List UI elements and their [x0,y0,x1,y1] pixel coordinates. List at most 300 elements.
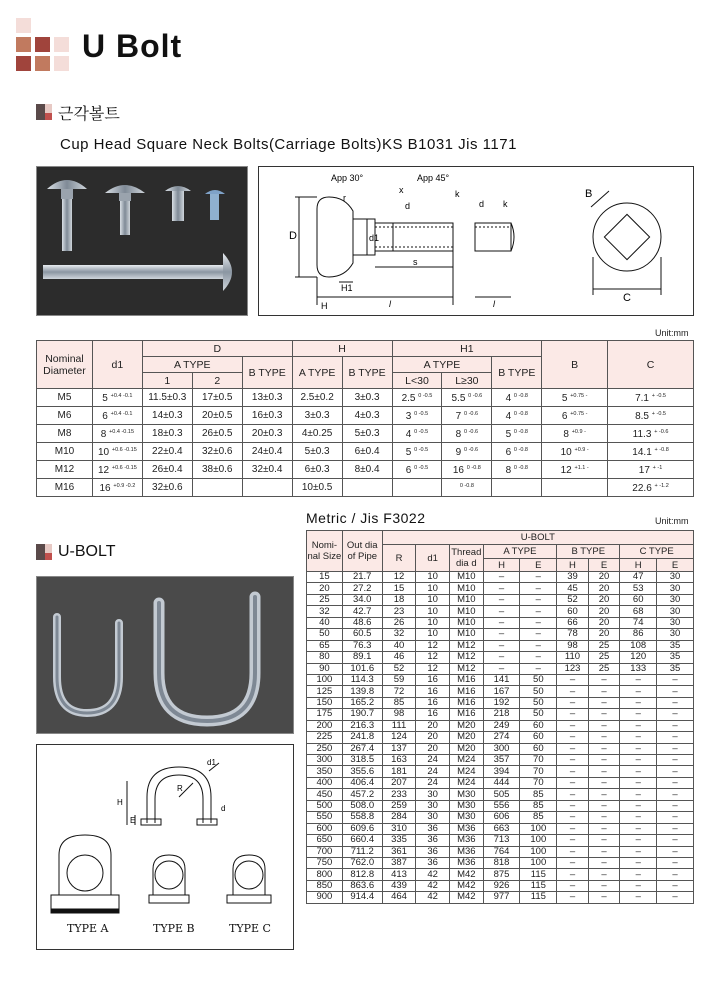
table-row [307,629,694,640]
table-cell: 30 [657,617,694,628]
table-cell: 20 [588,594,620,605]
table-cell: 59 [382,674,416,685]
table-cell: – [657,823,694,834]
table-cell: 50 [520,709,557,720]
table-cell: 85 [520,812,557,823]
table-cell: 190.7 [342,709,382,720]
col-H1-b-type: B TYPE [492,357,542,389]
table-cell: 10 [416,572,450,583]
table-cell: 16 $^{+0.9 -0.2}$ [92,479,142,497]
col-C: C [608,341,694,389]
table-cell: 900 [307,892,343,903]
table-cell: 85 [520,800,557,811]
table-cell: M36 [449,846,483,857]
table-cell: 76.3 [342,640,382,651]
label-C: C [623,292,631,304]
table-row [307,823,694,834]
table-cell: 7 $^{0 -0.6}$ [442,407,492,425]
table-cell: 361 [382,846,416,857]
table-cell: 16±0.3 [242,407,292,425]
table-cell: 926 [483,880,520,891]
table-cell: – [657,732,694,743]
table-row [307,812,694,823]
col-H: H [292,341,392,357]
table-cell [492,479,542,497]
table-cell: – [620,743,657,754]
table-cell: 30 [657,606,694,617]
table-cell [192,479,242,497]
table-cell: 6 $^{0 -0.5}$ [392,461,442,479]
table-cell: 15 [307,572,343,583]
tolerance: +0.4 -0.15 [109,429,135,435]
logo-square [35,37,50,52]
table-cell: 20 [588,629,620,640]
table-row [37,479,694,497]
table-cell: 139.8 [342,686,382,697]
col-a-type: A TYPE [483,545,557,559]
table-cell: 78 [557,629,589,640]
table-cell: 812.8 [342,869,382,880]
table-cell: – [520,594,557,605]
table-cell: 80 [307,652,343,663]
table-cell: 9 $^{0 -0.6}$ [442,443,492,461]
table-cell: 35 [657,640,694,651]
table-cell: 20 [416,743,450,754]
table-cell: 5±0.3 [292,443,342,461]
table-cell: 5 $^{0 -0.5}$ [392,443,442,461]
table-cell: – [620,674,657,685]
table-cell: 218 [483,709,520,720]
table-cell: 660.4 [342,835,382,846]
table-cell: M12 [449,652,483,663]
table-cell: M16 [449,686,483,697]
table-cell: 17±0.5 [192,389,242,407]
label-d1: d1 [369,233,380,243]
tolerance: 0 -0.8 [459,483,474,489]
table-cell: – [620,892,657,903]
section-subtitle-carriage-bolt: Cup Head Square Neck Bolts(Carriage Bolts)KS B1031 Jis 1171 [60,136,517,153]
table-cell: – [557,835,589,846]
table-cell: 16 $^{0 -0.8}$ [442,461,492,479]
col-R: R [382,545,416,572]
table-cell: 32±0.6 [192,443,242,461]
table-row [307,572,694,583]
table-cell: 100 [520,835,557,846]
table-row [37,443,694,461]
table-cell: M42 [449,892,483,903]
table-cell: 115 [520,869,557,880]
table-cell: 50 [520,674,557,685]
table-cell: 274 [483,732,520,743]
col-H1: H1 [392,341,542,357]
table-cell: 70 [520,766,557,777]
table-cell: 36 [416,857,450,868]
table-row [307,800,694,811]
table-cell: 850 [307,880,343,891]
table-row [307,709,694,720]
table-cell: – [588,812,620,823]
col-a-E: E [520,559,557,572]
tolerance: +0.75 - [570,393,588,399]
col-D: D [142,341,292,357]
table-cell: 141 [483,674,520,685]
tolerance: 0 -0.5 [414,411,429,417]
page-title: U Bolt [82,28,183,64]
table-cell: 108 [620,640,657,651]
col-b-type: B TYPE [557,545,620,559]
table-cell: M6 [37,407,93,425]
table-cell: 5 $^{+0.75 -}$ [542,389,608,407]
table-cell: 25 [588,652,620,663]
table-cell: 100 [520,846,557,857]
table-row [307,766,694,777]
table-cell: – [588,766,620,777]
table-cell: 464 [382,892,416,903]
table-cell: 8±0.4 [342,461,392,479]
table-cell: 86 [620,629,657,640]
table-cell: 700 [307,846,343,857]
table-cell: 6±0.4 [342,443,392,461]
label-D: D [289,230,297,242]
label-H-ubolt: H [117,798,123,807]
table-cell: 27.2 [342,583,382,594]
table-cell: – [483,629,520,640]
table-cell: – [588,789,620,800]
table-cell: 764 [483,846,520,857]
table-cell: 98 [557,640,589,651]
table-cell: 110 [557,652,589,663]
logo-square [16,56,31,71]
tolerance: 0 -0.8 [513,429,528,435]
table-cell: 85 [382,697,416,708]
table-cell: – [620,766,657,777]
table-cell: – [588,777,620,788]
table-cell: 977 [483,892,520,903]
tolerance: + -0.6 [654,429,669,435]
table-cell: M20 [449,732,483,743]
table-cell: – [657,812,694,823]
table-cell: M10 [449,583,483,594]
table-cell: – [483,652,520,663]
table-cell: M24 [449,777,483,788]
table-cell: 111 [382,720,416,731]
table-cell: M36 [449,823,483,834]
table-cell: 25 [588,640,620,651]
table-cell: – [657,755,694,766]
table-cell: 20 [588,617,620,628]
tolerance: 0 -0.5 [414,447,429,453]
table-cell: 550 [307,812,343,823]
table-cell: – [557,823,589,834]
table-row [307,880,694,891]
col-d1: d1 [92,341,142,389]
table-cell: – [657,743,694,754]
table-cell: M10 [449,617,483,628]
label-d1-ubolt: d1 [207,758,216,767]
table-cell: – [557,743,589,754]
table-row [37,389,694,407]
table-cell: M5 [37,389,93,407]
u-bolt-photo [36,576,294,734]
label-x: x [399,185,404,195]
tolerance: +0.4 -0.1 [110,393,133,399]
table-cell: 30 [416,812,450,823]
table-cell: 50 [307,629,343,640]
table-cell: 53 [620,583,657,594]
table-cell [242,479,292,497]
table-cell: – [620,857,657,868]
table-cell: – [588,743,620,754]
col-out-dia: Out dia of Pipe [342,531,382,572]
table-cell: – [620,697,657,708]
table-cell: 200 [307,720,343,731]
logo-square [54,56,69,71]
table-cell: 98 [382,709,416,720]
table-cell: 14.1 $^{+ -0.8}$ [608,443,694,461]
table-cell: – [657,892,694,903]
table-cell: 137 [382,743,416,754]
col-D-a-type: A TYPE [142,357,242,373]
table-cell: M42 [449,880,483,891]
table-cell: M36 [449,857,483,868]
table-cell: 65 [307,640,343,651]
table-cell: 3±0.3 [292,407,342,425]
table-cell: 100 [307,674,343,685]
table-cell: – [620,732,657,743]
table-cell: 8.5 $^{+ -0.5}$ [608,407,694,425]
table-cell: 4 $^{0 -0.8}$ [492,389,542,407]
table-cell: M20 [449,720,483,731]
table-cell [392,479,442,497]
table-cell: – [657,686,694,697]
table-row [307,755,694,766]
table-cell: – [620,789,657,800]
table-cell: 70 [520,777,557,788]
table-cell: 48.6 [342,617,382,628]
table-cell: 914.4 [342,892,382,903]
label-d-ubolt: d [221,804,226,813]
table-cell: 163 [382,755,416,766]
table-cell: 32±0.4 [242,461,292,479]
table-cell: 800 [307,869,343,880]
table-cell: 26±0.4 [142,461,192,479]
table-cell: 12 [416,652,450,663]
unit-label-1: Unit:mm [655,328,689,338]
table-cell: 42 [416,869,450,880]
table-cell: 42.7 [342,606,382,617]
table-cell: M20 [449,743,483,754]
table-cell: 42 [416,892,450,903]
table-cell: 444 [483,777,520,788]
table-cell: 24 [416,777,450,788]
col-nominal-size: Nomi-nal Size [307,531,343,572]
table-cell: 556 [483,800,520,811]
table-cell: M16 [449,709,483,720]
table-cell: – [588,732,620,743]
label-d: d [405,201,411,211]
logo-square [35,56,50,71]
table-cell: – [557,880,589,891]
table-cell: 26±0.5 [192,425,242,443]
table-cell: – [588,674,620,685]
logo-square [16,18,31,33]
table-cell: – [588,869,620,880]
table-cell: 60 [557,606,589,617]
table-cell: 167 [483,686,520,697]
table-cell: – [588,846,620,857]
table-cell: 818 [483,857,520,868]
tolerance: 0 -0.6 [464,429,479,435]
table-cell: 30 [657,572,694,583]
table-cell: 600 [307,823,343,834]
table-cell: – [620,869,657,880]
table-cell: – [620,812,657,823]
label-l: l [389,299,391,309]
table-cell: 711.2 [342,846,382,857]
table-cell: 713 [483,835,520,846]
table-cell: 46 [382,652,416,663]
table-row [307,606,694,617]
table-cell: M24 [449,766,483,777]
table-cell: 18 [382,594,416,605]
table-cell: – [483,640,520,651]
table-cell: 34.0 [342,594,382,605]
table-cell: – [520,617,557,628]
tolerance: 0 -0.8 [513,465,528,471]
table-cell: 23 [382,606,416,617]
table-cell: 6 $^{+0.75 -}$ [542,407,608,425]
table-cell: 406.4 [342,777,382,788]
table-cell: 6±0.3 [292,461,342,479]
table-cell: 762.0 [342,857,382,868]
table-cell: – [588,892,620,903]
table-cell: 30 [657,629,694,640]
table-cell: – [620,777,657,788]
table-cell: 450 [307,789,343,800]
table-cell: 4±0.25 [292,425,342,443]
table-cell: 36 [416,835,450,846]
col-H-b-type: B TYPE [342,357,392,389]
table-cell: 8 $^{0 -0.6}$ [442,425,492,443]
tolerance: 0 -0.8 [513,411,528,417]
col-c-type: C TYPE [620,545,694,559]
table-cell: 20 [588,583,620,594]
tolerance: +0.4 -0.1 [110,411,133,417]
table-cell: 32±0.6 [142,479,192,497]
table-cell: 11.5±0.3 [142,389,192,407]
table-cell: 241.8 [342,732,382,743]
table-row [37,425,694,443]
table-cell: 300 [307,755,343,766]
tolerance: +0.9 - [571,429,586,435]
table-cell: – [520,663,557,674]
table-cell: 20 [307,583,343,594]
table-cell: 35 [657,663,694,674]
table-cell: 250 [307,743,343,754]
table-cell: 32 [307,606,343,617]
table-cell: 90 [307,663,343,674]
col-b-E: E [588,559,620,572]
table-cell: 10 $^{+0.6 -0.15}$ [92,443,142,461]
table-cell: – [657,709,694,720]
table-cell: 35 [657,652,694,663]
table-cell: 663 [483,823,520,834]
table-cell: 38±0.6 [192,461,242,479]
table-cell: – [557,777,589,788]
table-cell [442,479,492,497]
tolerance: +0.6 -0.15 [111,465,137,471]
table-row [307,892,694,903]
table-cell: 30 [416,800,450,811]
table-cell: – [657,697,694,708]
table-cell: – [588,857,620,868]
table-cell: – [657,789,694,800]
table-cell: 875 [483,869,520,880]
col-H1-l30b: L≥30 [442,373,492,389]
table-cell: 387 [382,857,416,868]
table-cell: 4±0.3 [342,407,392,425]
col-D-1: 1 [142,373,192,389]
table-row [307,777,694,788]
tolerance: 0 -0.6 [464,411,479,417]
table-cell: 26 [382,617,416,628]
table-row [307,594,694,605]
type-c-label: TYPE C [229,922,271,935]
table-row [307,617,694,628]
table-cell: 20 [416,732,450,743]
table-cell: 20 [588,572,620,583]
table-cell: 3±0.3 [342,389,392,407]
col-b-H: H [557,559,589,572]
table-cell: 2.5±0.2 [292,389,342,407]
table-cell: – [557,800,589,811]
table-row [307,869,694,880]
col-a-H: H [483,559,520,572]
table-cell: 6 $^{+0.4 -0.1}$ [92,407,142,425]
col-d1: d1 [416,545,450,572]
table-cell: 606 [483,812,520,823]
tolerance: +0.9 -0.2 [113,483,136,489]
table-cell: 124 [382,732,416,743]
table-cell: 457.2 [342,789,382,800]
table-cell: – [620,720,657,731]
table-cell: M10 [449,594,483,605]
table-cell: 22.6 $^{+ -1.2}$ [608,479,694,497]
table-cell: 20 [416,720,450,731]
table-cell: 4 $^{0 -0.5}$ [392,425,442,443]
table-cell: 10 [416,606,450,617]
section-title-u-bolt: U-BOLT [58,543,116,560]
table-cell: 60 [520,732,557,743]
table-cell: 50 [520,686,557,697]
table-cell: – [520,652,557,663]
table-cell: – [557,846,589,857]
table-cell: – [520,583,557,594]
table-cell: 150 [307,697,343,708]
table-cell: – [557,869,589,880]
logo-mark [16,18,71,73]
table-cell: – [588,823,620,834]
table-cell: 10±0.5 [292,479,342,497]
table-cell: 650 [307,835,343,846]
table-cell: – [620,835,657,846]
table-cell: 8 $^{0 -0.8}$ [492,461,542,479]
table-cell: 355.6 [342,766,382,777]
table-cell: 89.1 [342,652,382,663]
tolerance: 0 -0.6 [464,447,479,453]
table-row [307,640,694,651]
table-cell: 32 [382,629,416,640]
